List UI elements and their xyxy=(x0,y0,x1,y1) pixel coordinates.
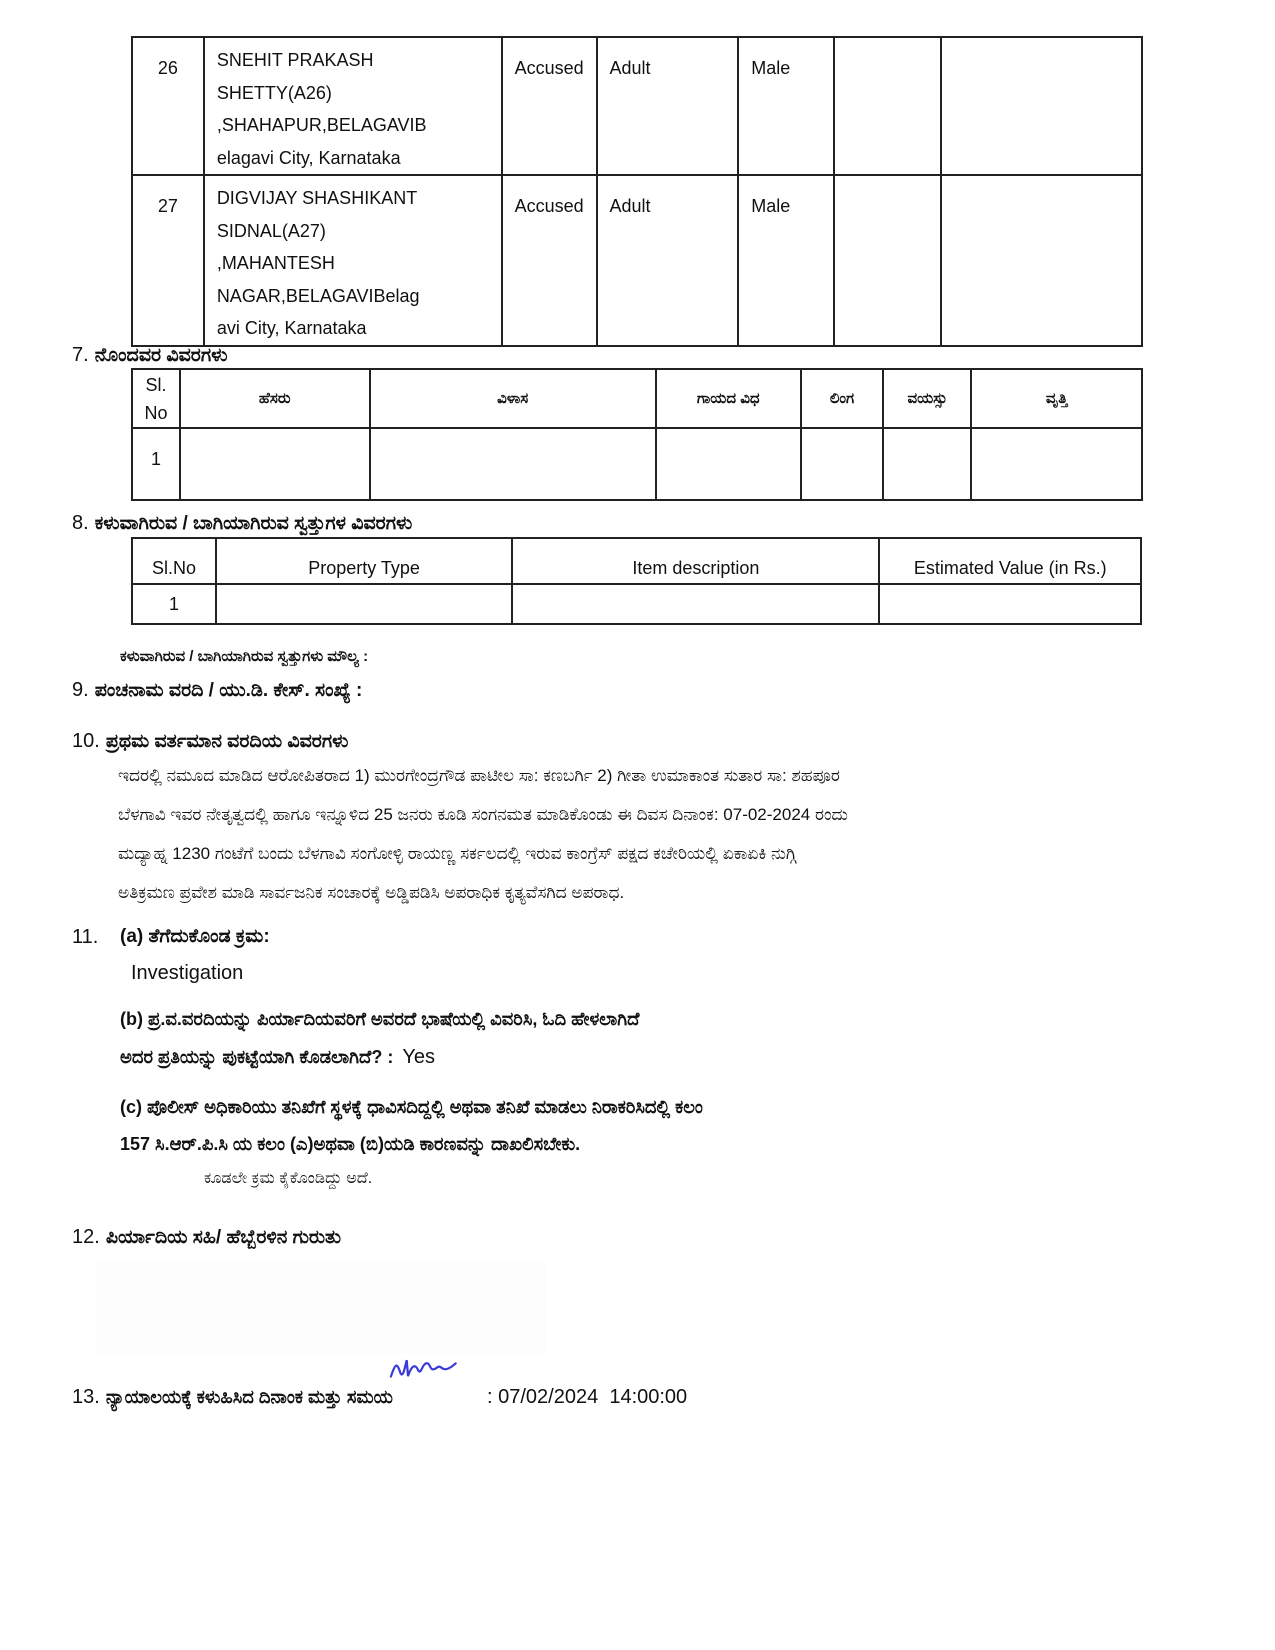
fir-copy-line1: (b) ಪ್ರ.ವ.ವರದಿಯನ್ನು ಪಿರ್ಯಾದಿಯವರಿಗೆ ಅವರದೆ ಭಾಷೆಯಲ್ಲಿ ವಿವರಿಸಿ, ಓದಿ ಹೇಳಲಾಗಿದೆ xyxy=(120,1009,640,1029)
section-title: ಪ್ರಥಮ ವರ್ತಮಾನ ವರದಿಯ ವಿವರಗಳು xyxy=(105,731,349,752)
fir-copy-line2 xyxy=(120,1046,435,1069)
col-header-age: ವಯಸ್ಸು xyxy=(883,369,971,428)
name-line: SNEHIT PRAKASH xyxy=(216,50,374,70)
empty-cell xyxy=(801,428,884,500)
empty-cell xyxy=(971,428,1142,500)
accused-name xyxy=(204,175,502,346)
table-row xyxy=(132,37,1142,175)
name-line: NAGAR,BELAGAVIBelag xyxy=(216,285,420,306)
name-line: ,MAHANTESH xyxy=(216,253,335,273)
signature-box xyxy=(96,1262,546,1354)
col-header-slno: Sl. No xyxy=(132,369,180,428)
section-11-number: 11. xyxy=(72,926,99,948)
table-header-row xyxy=(132,369,1142,428)
injured-table xyxy=(131,368,1143,501)
fir-details-paragraph xyxy=(118,756,1118,912)
section157-line1: (c) ಪೊಲೀಸ್ ಅಧಿಕಾರಿಯು ತನಿಖೆಗೆ ಸ್ಥಳಕ್ಕೆ ಧಾವಿಸದಿದ್ದಲ್ಲಿ ಅಥವಾ ತನಿಖೆ ಮಾಡಲು ನಿರಾಕರಿಸಿದಲ್ಲಿ ಕಲಂ xyxy=(120,1097,703,1117)
paragraph-line: ಅತಿಕ್ರಮಣ ಪ್ರವೇಶ ಮಾಡಿ ಸಾರ್ವಜನಿಕ ಸಂಚಾರಕ್ಕೆ ಅಡ್ಡಿಪಡಿಸಿ ಅಪರಾಧಿಕ ಕೃತ್ಯವೆಸಗಿದ ಅಪರಾಧ. xyxy=(118,883,625,902)
col-header-injury-type: ಗಾಯದ ವಿಧ xyxy=(656,369,801,428)
accused-age-group: Adult xyxy=(597,175,739,346)
property-table xyxy=(131,537,1142,625)
section-9-heading xyxy=(72,679,362,702)
empty-cell xyxy=(370,428,656,500)
empty-cell xyxy=(216,584,512,624)
section-title: ಪಂಚನಾಮ ವರದಿ / ಯು.ಡಿ. ಕೇಸ್. ಸಂಖ್ಯೆ : xyxy=(94,680,363,701)
name-line: DIGVIJAY SHASHIKANT xyxy=(216,188,418,208)
empty-cell xyxy=(834,37,941,175)
section-number: 7. xyxy=(72,344,89,366)
empty-cell xyxy=(879,584,1141,624)
accused-age-group: Adult xyxy=(597,37,739,175)
action-taken-value: Investigation xyxy=(131,962,244,984)
action-taken-label: (a) ತೆಗೆದುಕೊಂಡ ಕ್ರಮ: xyxy=(120,926,270,947)
name-line: SHETTY(A26) xyxy=(216,82,332,103)
col-header-slno: Sl.No xyxy=(132,538,216,584)
empty-cell xyxy=(834,175,941,346)
section-12-heading xyxy=(72,1226,341,1249)
accused-name xyxy=(204,37,502,175)
col-header-address: ವಿಳಾಸ xyxy=(370,369,656,428)
accused-table xyxy=(131,36,1143,347)
section-title: ನ್ಯಾಯಾಲಯಕ್ಕೆ ಕಳುಹಿಸಿದ ದಿನಾಂಕ ಮತ್ತು ಸಮಯ xyxy=(105,1387,393,1407)
accused-gender: Male xyxy=(738,175,834,346)
accused-no: 27 xyxy=(132,175,204,346)
name-line: SIDNAL(A27) xyxy=(216,220,326,241)
section-10-heading xyxy=(72,730,348,753)
section-number: 9. xyxy=(72,679,89,701)
section-title: ನೊಂದವರ ವಿವರಗಳು xyxy=(94,345,228,366)
table-row xyxy=(132,584,1141,624)
empty-cell xyxy=(656,428,801,500)
col-header-estimated-value: Estimated Value (in Rs.) xyxy=(879,538,1141,584)
empty-cell xyxy=(883,428,971,500)
court-sent-datetime: : 07/02/2024 14:00:00 xyxy=(487,1386,688,1408)
empty-cell xyxy=(941,37,1142,175)
name-line: ,SHAHAPUR,BELAGAVIB xyxy=(216,115,427,135)
col-header-occupation: ವೃತ್ತಿ xyxy=(971,369,1142,428)
col-header-gender: ಲಿಂಗ xyxy=(801,369,884,428)
accused-type: Accused xyxy=(502,175,597,346)
empty-cell xyxy=(180,428,370,500)
table-row xyxy=(132,428,1142,500)
table-header-row xyxy=(132,538,1141,584)
section-number: 12. xyxy=(72,1226,100,1248)
fir-copy-question: ಅದರ ಪ್ರತಿಯನ್ನು ಪುಕಟ್ಟೆಯಾಗಿ ಕೊಡಲಾಗಿದೆ? : xyxy=(120,1047,394,1067)
name-line: avi City, Karnataka xyxy=(216,318,367,338)
fir-copy-answer: Yes xyxy=(402,1046,435,1068)
accused-gender: Male xyxy=(738,37,834,175)
col-header-item-description: Item description xyxy=(512,538,879,584)
col-header-name: ಹೆಸರು xyxy=(180,369,370,428)
row-no: 1 xyxy=(132,428,180,500)
empty-cell xyxy=(941,175,1142,346)
section-13-heading xyxy=(72,1386,393,1409)
paragraph-line: ಮದ್ಯಾಹ್ನ 1230 ಗಂಟೆಗೆ ಬಂದು ಬೆಳಗಾವಿ ಸಂಗೋಳ್ಳಿ ರಾಯಣ್ಣ ಸರ್ಕಲದಲ್ಲಿ ಇರುವ ಕಾಂಗ್ರೆಸ್ ಪಕ್ಷದ ಕಚೇರಿಯಲ್ಲಿ ಏಕಾಏಕಿ ನುಗ್ಗಿ xyxy=(118,844,797,863)
col-header-property-type: Property Type xyxy=(216,538,512,584)
accused-no: 26 xyxy=(132,37,204,175)
paragraph-line: ಇದರಲ್ಲಿ ನಮೂದ ಮಾಡಿದ ಆರೋಪಿತರಾದ 1) ಮುರಗೇಂದ್ರಗೌಡ ಪಾಟೀಲ ಸಾ: ಕಣಬರ್ಗಿ 2) ಗೀತಾ ಉಮಾಕಾಂತ ಸುತಾರ ಸಾ: ಶಹಪೂರ xyxy=(118,766,840,785)
section-number: 8. xyxy=(72,512,89,534)
paragraph-line: ಬೆಳಗಾವಿ ಇವರ ನೇತೃತ್ವದಲ್ಲಿ ಹಾಗೂ ಇನ್ನೂಳಿದ 25 ಜನರು ಕೂಡಿ ಸಂಗನಮತ ಮಾಡಿಕೊಂಡು ಈ ದಿವಸ ದಿನಾಂಕ: 07-02-2024 ರಂದು xyxy=(118,805,848,824)
section-title: ಪಿರ್ಯಾದಿಯ ಸಹಿ/ ಹೆಬ್ಬೆರಳಿನ ಗುರುತು xyxy=(105,1227,342,1248)
accused-type: Accused xyxy=(502,37,597,175)
section-8-heading xyxy=(72,512,412,535)
section-7-heading xyxy=(72,344,228,367)
empty-cell xyxy=(512,584,879,624)
table-row xyxy=(132,175,1142,346)
row-no: 1 xyxy=(132,584,216,624)
section-number: 13. xyxy=(72,1386,100,1408)
section-number: 10. xyxy=(72,730,100,752)
section-title: ಕಳುವಾಗಿರುವ / ಬಾಗಿಯಾಗಿರುವ ಸ್ವತ್ತುಗಳ ವಿವರಗಳು xyxy=(94,513,413,534)
section157-line2: 157 ಸಿ.ಆರ್.ಪಿ.ಸಿ ಯ ಕಲಂ (ಎ)ಅಥವಾ (ಬಿ)ಯಡಿ ಕಾರಣವನ್ನು ದಾಖಲಿಸಬೇಕು. xyxy=(120,1134,581,1154)
section157-value: ಕೂಡಲೇ ಕ್ರಮ ಕೈಕೊಂಡಿದ್ದು ಅದೆ. xyxy=(204,1170,373,1187)
name-line: elagavi City, Karnataka xyxy=(216,147,401,168)
property-value-label: ಕಳುವಾಗಿರುವ / ಬಾಗಿಯಾಗಿರುವ ಸ್ವತ್ತುಗಳು ಮೌಲ್ಯ : xyxy=(120,648,369,665)
